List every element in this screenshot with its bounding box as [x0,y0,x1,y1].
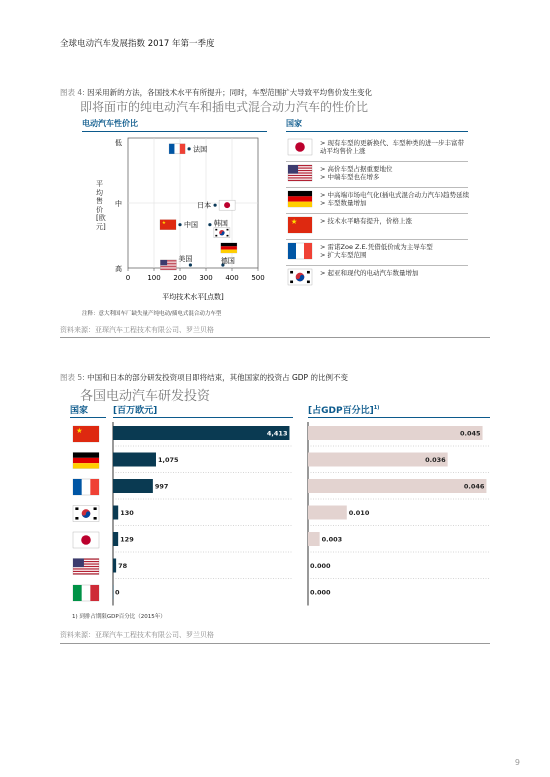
flag-jp-icon [287,138,313,160]
flag-cn-icon [160,220,176,230]
gdp-value: 0.000 [310,562,331,570]
scatter-point [189,263,192,266]
country-note: > 中高端市场电气化(插电式混合动力汽车)趋势延续 > 车型数量增加 [320,191,470,207]
invest-bar [113,426,289,440]
scatter-label: 韩国 [213,219,228,228]
invest-value: 4,413 [266,429,288,438]
flag-jp-icon [219,200,235,210]
fig4-right-heading: 国家 [286,119,302,128]
invest-bar [113,453,156,467]
country-note: > 雷诺Zoe Z.E.凭借低价成为主导车型 > 扩大车型范围 [320,243,433,259]
row-divider [286,213,468,214]
flag-it-icon [73,585,99,601]
invest-value: 129 [120,535,134,544]
flag-de-icon [73,453,99,469]
country-note: > 现有车型的更新换代、车型种类的进一步丰富带动平均售价上涨 [320,139,465,155]
scatter-label: 德国 [220,256,235,265]
scatter-point [214,204,217,207]
gdp-value: 0.045 [459,429,481,438]
x-tick-label: 400 [225,274,239,282]
flag-jp-icon [288,139,312,155]
flag-de-icon [288,191,312,207]
fig4-caption [60,87,372,98]
fig4-title: 即将面市的纯电动汽车和插电式混合动力汽车的性价比 [80,100,369,114]
flag-us-icon [160,260,176,270]
invest-value: 1,075 [157,456,179,464]
gdp-bar [308,506,347,520]
fig5-col-invest: [百万欧元] [113,406,158,416]
flag-kr-icon [287,268,313,290]
invest-value: 0 [115,588,120,597]
fig5-rule-invest [113,417,293,418]
svg-text:★: ★ [76,426,83,436]
fig4-left-rule [82,131,267,132]
scatter-point [188,147,191,150]
invest-value: 997 [154,482,169,491]
fig5-label: 图表 5: [60,373,85,382]
fig5-bottom-rule [60,643,490,644]
fig4-note: 注释：意大利国车厂缺失量产纯电动/插电式混合动力车型 [82,311,222,317]
flag-fr-icon [73,479,99,495]
x-tick-label: 100 [147,274,161,282]
flag-cn-icon [287,216,313,238]
flag-fr-icon [169,144,185,154]
flag-us-icon [288,165,312,181]
x-tick-label: 200 [173,274,187,282]
invest-bar [113,585,114,599]
country-note: > 高价车型占据重要地位 > 中端车型也在增多 [320,165,393,181]
fig4-source: 资料来源：亚琛汽车工程技术有限公司、罗兰贝格 [60,326,214,334]
fig5-caption [60,372,348,383]
flag-us-icon [287,164,313,186]
invest-bar [113,532,118,546]
flag-kr-icon [288,269,312,285]
fig5-rule-gdp [308,417,490,418]
x-tick-label: 0 [125,274,131,282]
fig5-title: 各国电动汽车研发投资 [80,389,211,404]
svg-text:★: ★ [290,217,298,227]
flag-fr-icon [287,242,313,264]
gdp-value: 0.010 [348,509,370,517]
row-divider [286,265,468,266]
fig5-col-gdp [308,403,379,416]
x-axis-label: 平均技术水平[点数] [162,293,224,301]
row-divider [286,187,468,188]
gdp-value: 0.036 [425,456,446,464]
fig4-caption-text: 因采用新的方法，各国技术水平有所提升；同时，车型范围扩大导致平均售价发生变化 [87,88,373,97]
country-note: > 技术水平略有提升，价格上涨 [320,217,413,225]
fig4-bottom-rule [60,337,490,338]
scatter-point [178,223,181,226]
fig4-right-rule [286,131,468,132]
y-axis-label: 平均售价[欧元] [96,180,106,231]
country-note: > 起亚和现代的电动汽车数量增加 [320,269,419,277]
row-divider [286,161,468,162]
invest-value: 130 [120,509,134,517]
scatter-point [208,223,211,226]
fig5-col-country: 国家 [70,406,89,416]
scatter-label: 日本 [197,201,212,210]
invest-bar [113,559,116,573]
fig5-footnote: 1) 到排占期限GDP百分比（2015年） [72,614,166,620]
page-header: 全球电动汽车发展指数 2017 年第一季度 [60,39,215,49]
flag-kr-icon [73,506,99,522]
y-tick-high: 高 [115,265,122,273]
gdp-bar [308,532,320,546]
scatter-label: 中国 [184,221,198,230]
gdp-value: 0.000 [310,588,331,597]
page-number: 9 [514,758,520,767]
gdp-value: 0.046 [463,482,485,491]
fig5-col-gdp-text: [占GDP百分比] [308,406,374,416]
fig5-col-gdp-sup: 1) [373,405,380,411]
flag-de-icon [221,243,237,253]
invest-value: 78 [118,562,128,570]
row-divider [286,239,468,240]
gdp-value: 0.003 [321,535,343,544]
gdp-bar [308,426,483,440]
fig4-label: 图表 4: [60,88,85,97]
scatter-label: 法国 [193,145,208,154]
y-tick-low: 低 [115,139,122,147]
gdp-bar [308,479,486,493]
flag-fr-icon [288,243,312,259]
invest-bar [113,506,118,520]
y-tick-mid: 中 [115,200,122,208]
x-tick-label: 500 [251,274,265,282]
fig5-rule-country [70,417,106,418]
scatter-label: 美国 [178,254,193,263]
x-tick-label: 300 [199,274,213,282]
fig4-left-heading: 电动汽车性价比 [82,119,138,128]
flag-jp-icon [73,532,99,548]
flag-cn-icon [288,217,312,233]
flag-us-icon [73,559,99,575]
invest-bar [113,479,153,493]
flag-de-icon [287,190,313,212]
flag-cn-icon [73,426,99,442]
fig4-scatter-chart [82,133,282,318]
fig5-source: 资料来源：亚琛汽车工程技术有限公司、罗兰贝格 [60,631,214,639]
flag-kr-icon [214,228,230,238]
svg-text:★: ★ [161,221,166,227]
fig5-caption-text: 中国和日本的部分研发投资项目即将结束，其他国家的投资占 GDP 的比例不变 [87,373,348,382]
fig5-bar-chart [60,420,500,610]
